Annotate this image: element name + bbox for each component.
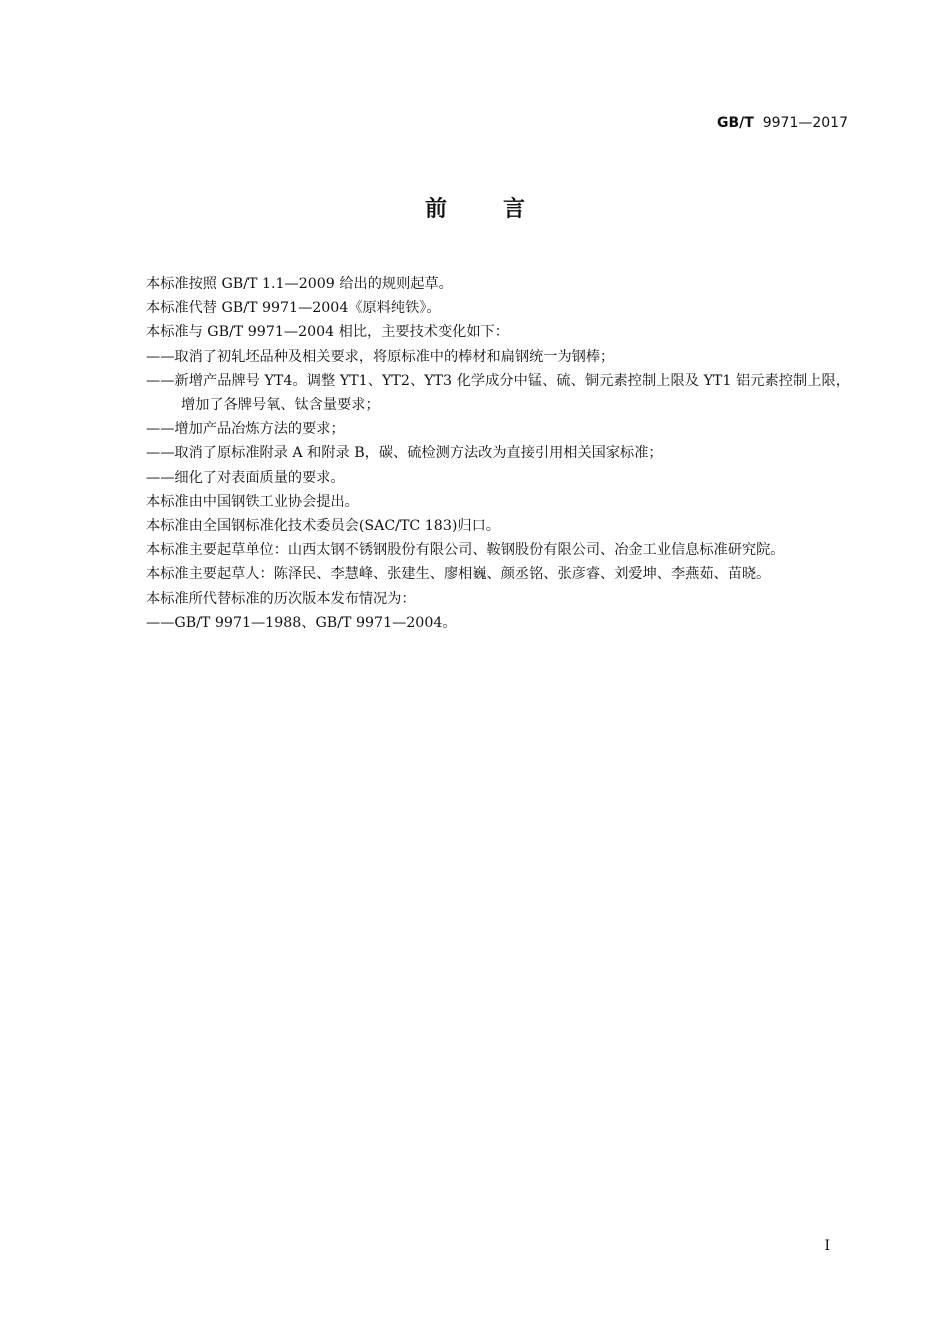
change-item: ——增加产品冶炼方法的要求； [146,421,345,438]
paragraph-changes-intro: 本标准与 GB/T 9971—2004 相比，主要技术变化如下： [146,324,509,341]
page-number: I [824,1238,830,1254]
change-item: ——细化了对表面质量的要求。 [146,469,345,486]
paragraph-under-jurisdiction: 本标准由全国钢标准化技术委员会(SAC/TC 183)归口。 [146,518,500,535]
paragraph-drafters: 本标准主要起草人：陈泽民、李慧峰、张建生、廖相巍、颜丞铭、张彦睿、刘爱坤、李燕茹、苗晓。 [146,566,771,583]
paragraph-proposed-by: 本标准由中国钢铁工业协会提出。 [146,493,359,510]
standard-number-header [717,113,848,133]
change-item: ——新增产品牌号 YT4。调整 YT1、YT2、YT3 化学成分中锰、硫、铜元素控制上限及 YT1 铝元素控制上限，增加了各牌号氧、钛含量要求； [146,372,850,414]
paragraph-drafting-units: 本标准主要起草单位：山西太钢不锈钢股份有限公司、鞍钢股份有限公司、冶金工业信息标准研究院。 [146,542,785,559]
change-item: ——取消了初轧坯品种及相关要求，将原标准中的棒材和扁钢统一为钢棒； [146,348,615,365]
page-title [0,193,950,227]
foreword-body [114,272,850,635]
title-char-1: 前 [424,197,447,222]
paragraph-history-intro: 本标准所代替标准的历次版本发布情况为： [146,590,416,607]
standard-number: 9971—2017 [762,115,848,131]
standard-code: GB/T [717,115,754,131]
change-item: ——取消了原标准附录 A 和附录 B，碳、硫检测方法改为直接引用相关国家标准； [146,445,663,462]
title-char-2: 言 [503,197,526,222]
paragraph-drafting-rules: 本标准按照 GB/T 1.1—2009 给出的规则起草。 [146,276,453,292]
paragraph-replaces: 本标准代替 GB/T 9971—2004《原料纯铁》。 [146,300,441,317]
history-item: ——GB/T 9971—1988、GB/T 9971—2004。 [146,614,457,631]
